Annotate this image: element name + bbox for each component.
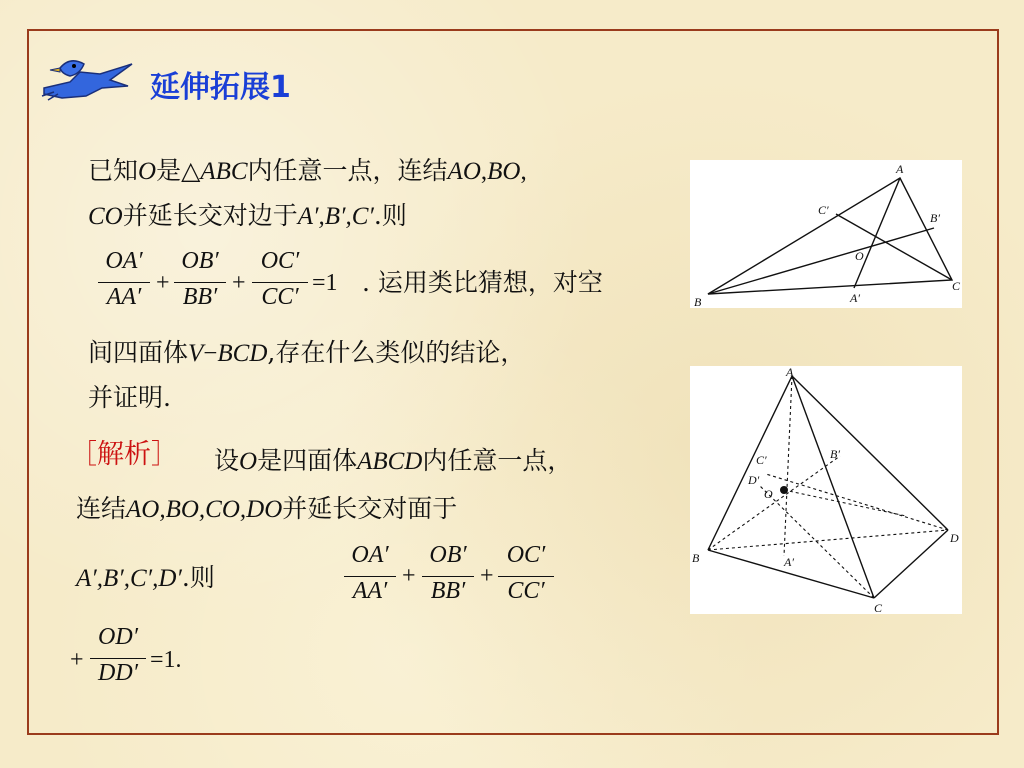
label-c-prime: C′ <box>818 203 829 217</box>
label-a: A <box>896 162 904 176</box>
problem-line-3: . 运用类比猜想，对空 <box>362 268 603 297</box>
label-d-prime: D′ <box>748 473 760 487</box>
analysis-tag: ［解析］ <box>70 439 178 470</box>
label-c: C <box>952 279 961 293</box>
plus-sign: + <box>70 647 84 673</box>
label-o: O <box>855 249 864 263</box>
analysis-line-3: A′,B′,C′,D′.则 <box>76 563 215 592</box>
fraction-oc: OC′ CC′ <box>252 248 308 316</box>
triangle-figure <box>690 160 962 308</box>
problem-line-2: CO并延长交对边于A′,B′,C′.则 <box>88 201 407 230</box>
label-b: B <box>692 551 700 565</box>
plus-sign: + <box>156 270 170 296</box>
label-a: A <box>786 366 794 379</box>
fraction-oc: OC′ CC′ <box>498 542 554 610</box>
plus-sign: + <box>402 563 416 589</box>
plus-sign: + <box>480 563 494 589</box>
fraction-ob: OB′ BB′ <box>174 248 226 316</box>
plus-sign: + <box>232 270 246 296</box>
problem-line-5: 并证明. <box>88 383 171 412</box>
label-b: B <box>694 295 702 308</box>
problem-line-4: 间四面体V−BCD,存在什么类似的结论， <box>88 338 526 367</box>
problem-line-1: 已知O是△ABC内任意一点，连结AO,BO, <box>88 156 527 185</box>
label-a-prime: A′ <box>784 555 794 569</box>
equals-one: =1 <box>312 270 338 296</box>
tetrahedron-figure <box>690 366 962 614</box>
slide-title: 延伸拓展1 <box>150 70 291 105</box>
fraction-ob: OB′ BB′ <box>422 542 474 610</box>
label-c: C <box>874 601 883 614</box>
label-d: D <box>950 531 959 545</box>
label-c-prime: C′ <box>756 453 767 467</box>
fraction-oa: OA′ AA′ <box>344 542 396 610</box>
label-b-prime: B′ <box>930 211 940 225</box>
equals-one: =1. <box>150 647 182 673</box>
bird-icon <box>40 52 134 104</box>
analysis-line-2: 连结AO,BO,CO,DO并延长交对面于 <box>76 494 458 523</box>
fraction-od: OD′ DD′ <box>90 624 146 692</box>
label-a-prime: A′ <box>850 291 860 305</box>
analysis-line-1: 设O是四面体ABCD内任意一点， <box>214 446 573 475</box>
fraction-oa: OA′ AA′ <box>98 248 150 316</box>
label-o: O <box>764 487 773 501</box>
label-b-prime: B′ <box>830 447 840 461</box>
